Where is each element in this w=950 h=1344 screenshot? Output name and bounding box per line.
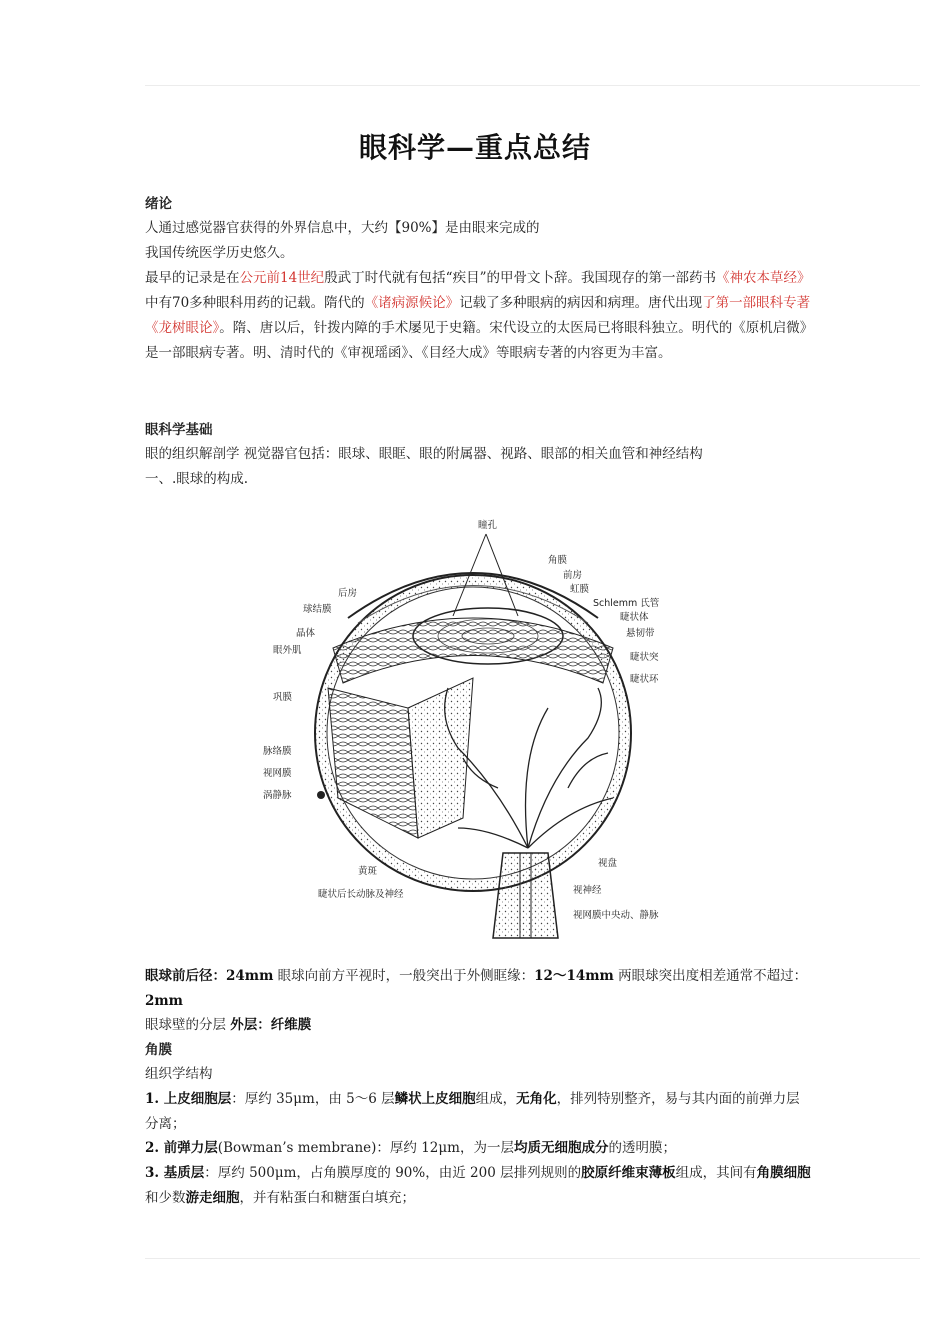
label-cornea: 角膜 bbox=[548, 555, 568, 566]
label-pupil: 瞳孔 bbox=[478, 520, 498, 531]
eyeball-diagram bbox=[258, 508, 708, 948]
list-item-stroma: 3. 基质层：厚约 500μm，占角膜厚度的 90%，由近 200 层排列规则的胶原纤维束薄板组成，其间有角膜细胞和少数游走细胞，并有粘蛋白和糖蛋白填充； bbox=[145, 1165, 811, 1206]
intro-line-2: 我国传统医学历史悠久。 bbox=[145, 245, 294, 261]
intro-history-paragraph: 最早的记录是在公元前14世纪殷武丁时代就有包括“疾目”的甲骨文卜辞。我国现存的第一部药书《神农本草经》中有70多种眼科用药的记载。隋代的《诸病源候论》记载了多种眼病的病因和病理。唐代出现了第一部眼科专著《龙树眼论》。隋、唐以后，针拨内障的手术屡见于史籍。宋代设立的太医局已将眼科独立。明代的《原机启微》是一部眼病专著。明、清时代的《审视瑶函》、《目经大成》等眼病专著的内容更为丰富。 bbox=[145, 270, 811, 361]
label-macula: 黄斑 bbox=[358, 866, 378, 877]
label-ciliary-ring: 睫状环 bbox=[630, 674, 659, 685]
label-sclera: 巩膜 bbox=[273, 692, 293, 703]
eyeball-anatomy-figure bbox=[258, 508, 708, 948]
label-zonule: 悬韧带 bbox=[626, 628, 655, 639]
optic-nerve-shape bbox=[493, 853, 558, 938]
label-posterior-chamber: 后房 bbox=[338, 588, 358, 599]
bottom-rule bbox=[145, 1258, 920, 1259]
section-heading-basics: 眼科学基础 bbox=[145, 422, 213, 438]
basics-line-1: 眼的组织解剖学 视觉器官包括：眼球、眼眶、眼的附属器、视路、眼部的相关血管和神经结构 bbox=[145, 446, 703, 462]
highlight-shennong: 《神农本草经》 bbox=[716, 270, 811, 286]
highlight-14th-century: 公元前14世纪 bbox=[239, 270, 325, 286]
label-conjunctiva: 球结膜 bbox=[303, 604, 332, 615]
page-title: 眼科学—重点总结 bbox=[358, 131, 591, 164]
label-choroid: 脉络膜 bbox=[263, 746, 292, 757]
highlight-zhubing: 《诸病源候论》 bbox=[364, 295, 460, 311]
label-schlemm: Schlemm 氏管 bbox=[593, 598, 660, 609]
label-optic-disc: 视盘 bbox=[598, 858, 618, 869]
section-heading-intro: 绪论 bbox=[145, 196, 172, 212]
label-optic-nerve: 视神经 bbox=[573, 885, 602, 896]
label-lens: 晶体 bbox=[296, 628, 316, 639]
label-ciliary-body: 睫状体 bbox=[620, 612, 649, 623]
label-central-vessels: 视网膜中央动、静脉 bbox=[573, 910, 659, 921]
label-extraocular-muscle: 眼外肌 bbox=[273, 645, 302, 656]
basics-line-2: 一、.眼球的构成. bbox=[145, 471, 249, 487]
cornea-heading: 角膜 bbox=[145, 1042, 172, 1058]
label-retina: 视网膜 bbox=[263, 768, 292, 779]
label-anterior-chamber: 前房 bbox=[563, 570, 583, 581]
list-item-epithelium: 1. 上皮细胞层：厚约 35μm，由 5～6 层鳞状上皮细胞组成，无角化，排列特别整齐，易与其内面的前弹力层分离； bbox=[145, 1091, 800, 1132]
intro-line-1: 人通过感觉器官获得的外界信息中，大约【90%】是由眼来完成的 bbox=[145, 220, 540, 236]
list-item-bowman: 2. 前弹力层(Bowman’s membrane)：厚约 12μm，为一层均质无细胞成分的透明膜； bbox=[145, 1140, 676, 1156]
eyeball-axis-paragraph: 眼球前后径：24mm 眼球向前方平视时，一般突出于外侧眶缘：12～14mm 两眼球突出度相差通常不超过：2mm bbox=[145, 968, 808, 1009]
histology-line: 组织学结构 bbox=[145, 1066, 213, 1082]
label-vortex-vein: 涡静脉 bbox=[263, 790, 292, 801]
highlight-longshu: 了第一部眼科专著《龙树眼论》 bbox=[145, 295, 811, 336]
top-rule bbox=[145, 85, 920, 86]
label-ciliary-arteries: 睫状后长动脉及神经 bbox=[318, 889, 404, 900]
label-ciliary-process: 睫状突 bbox=[630, 652, 659, 663]
label-iris: 虹膜 bbox=[570, 584, 590, 595]
eyeball-wall-line: 眼球壁的分层 外层：纤维膜 bbox=[145, 1017, 312, 1033]
